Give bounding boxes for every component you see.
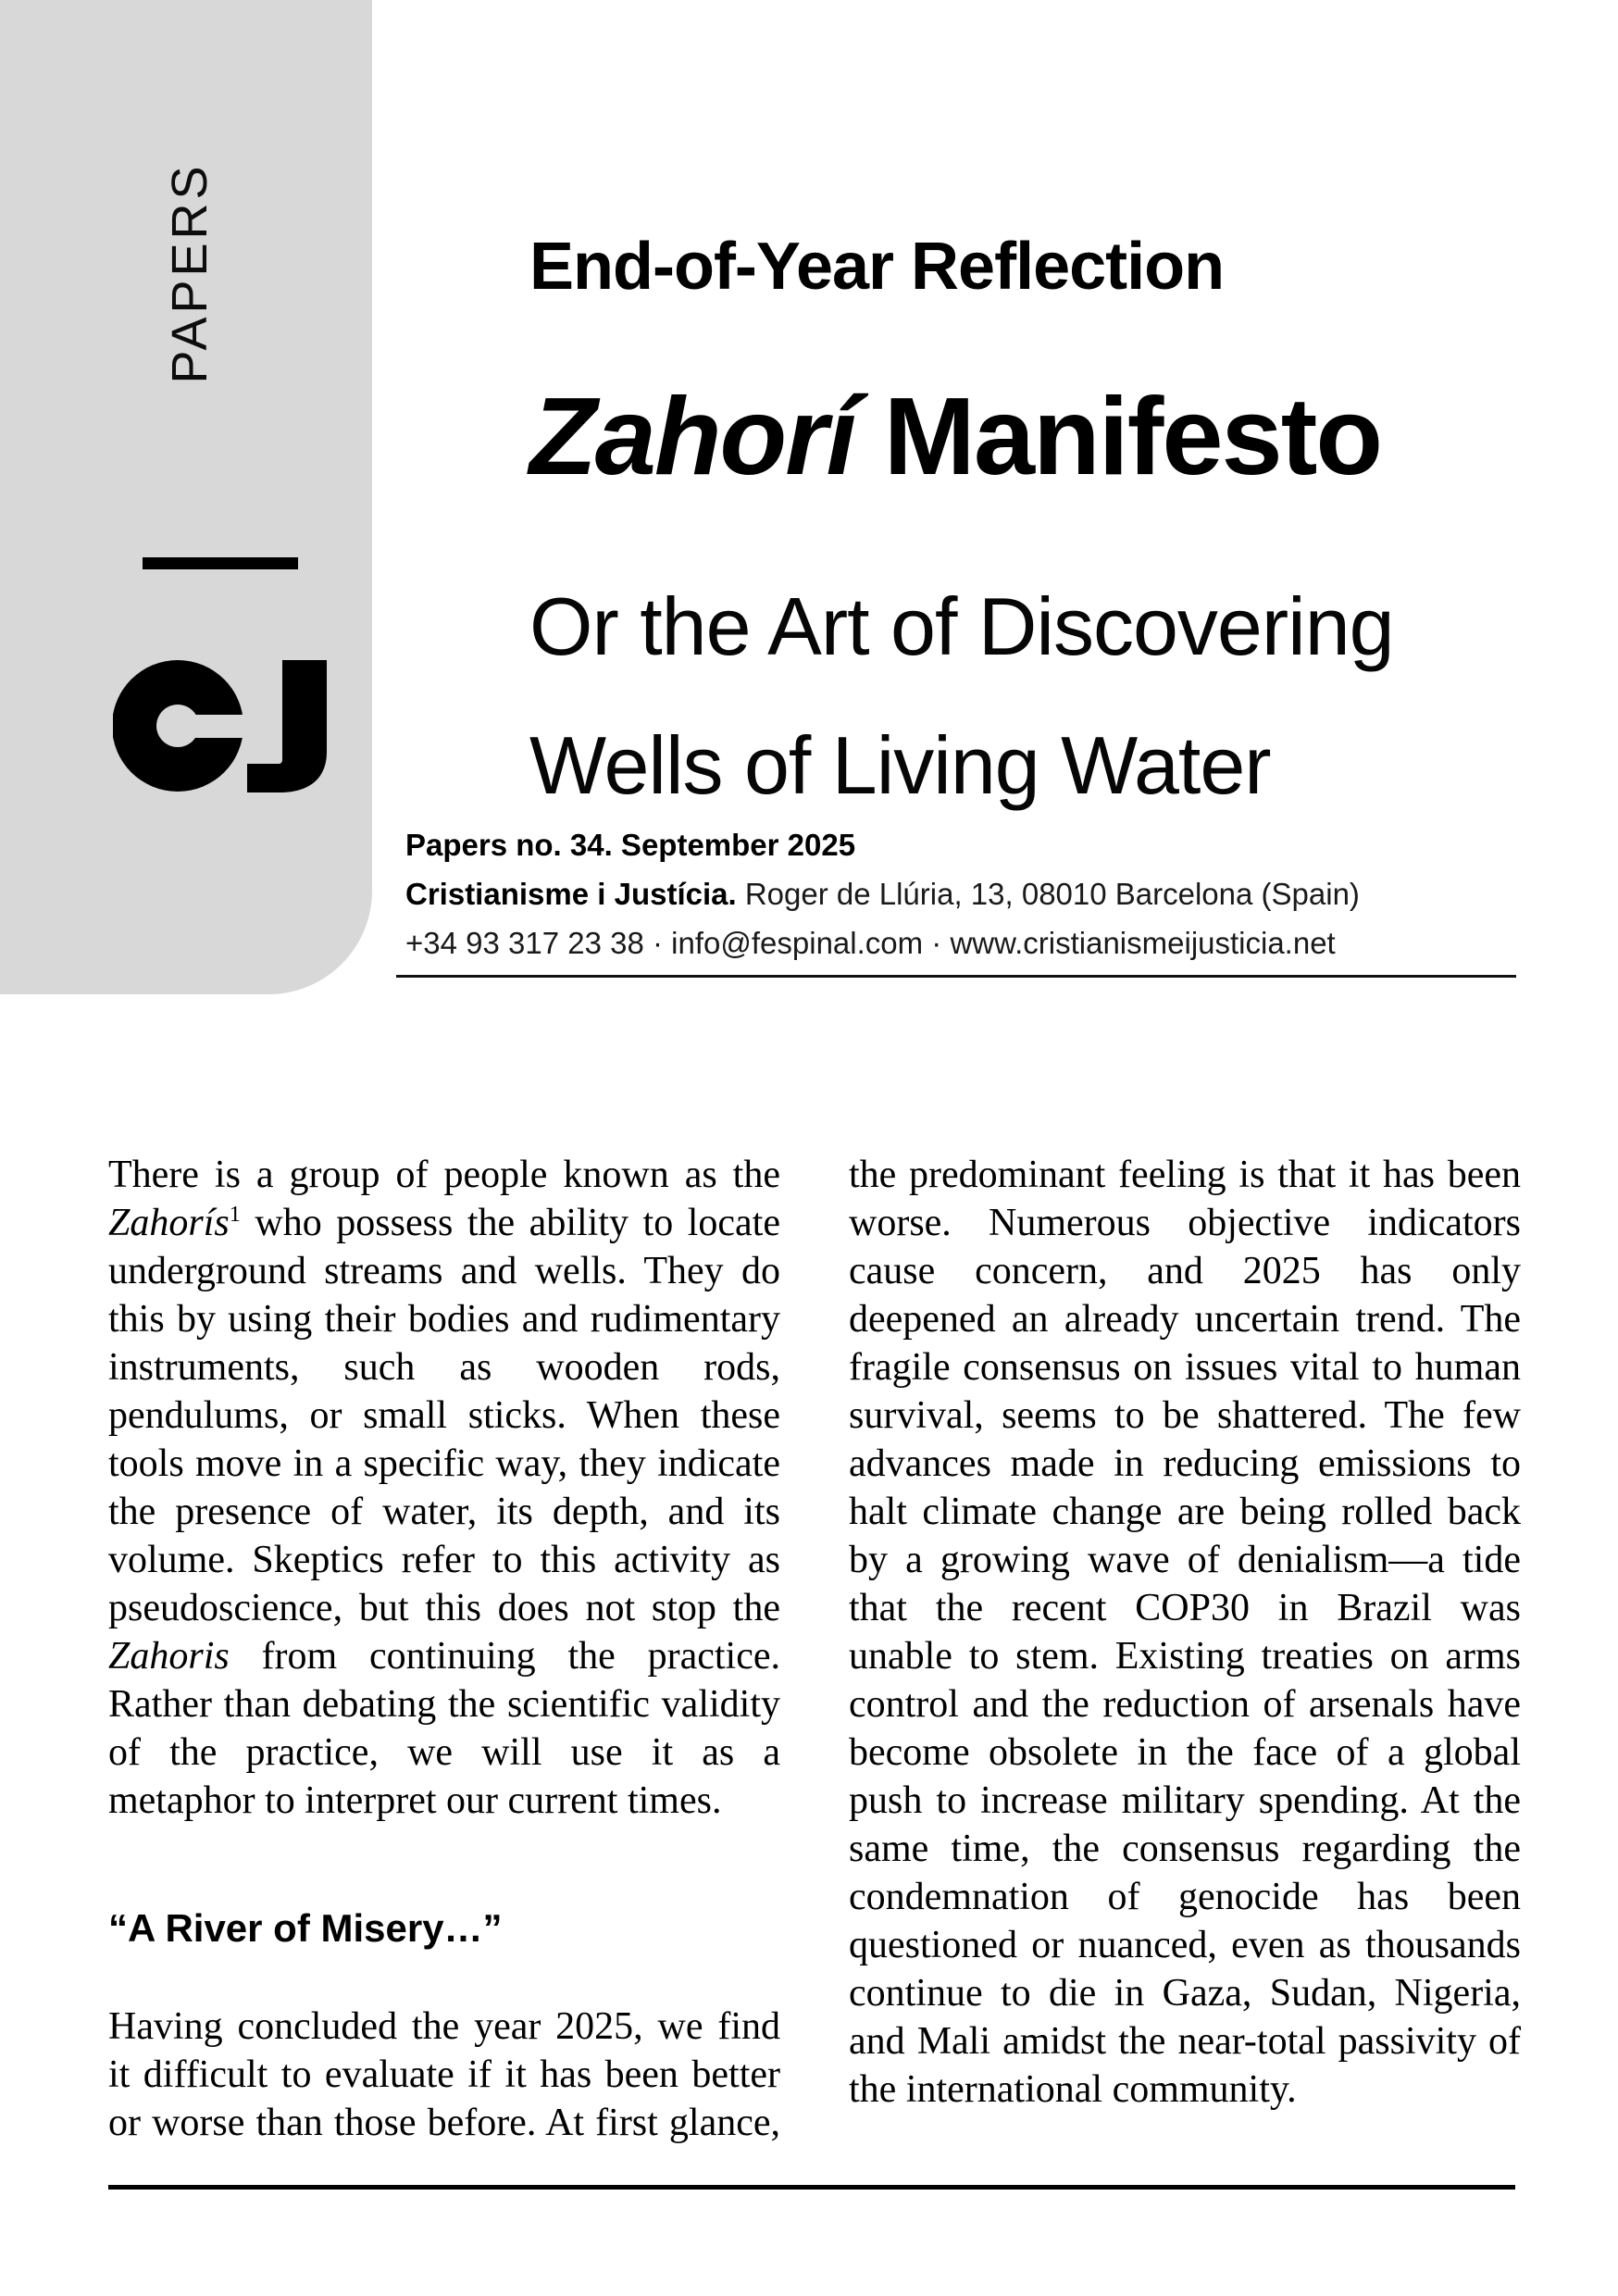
metadata-address-line	[405, 869, 1360, 918]
sidebar-panel	[0, 0, 372, 994]
kicker-title: End-of-Year Reflection	[529, 230, 1225, 304]
cj-logo	[113, 660, 328, 792]
papers-vertical-label: PAPERS	[162, 162, 218, 384]
subtitle-line-1: Or the Art of Discovering	[529, 580, 1394, 672]
logo-bar	[143, 557, 298, 569]
footer-divider-rule	[108, 2185, 1515, 2190]
metadata-contact-line: +34 93 317 23 38 · info@fespinal.com · www.cristianismeijusticia.net	[405, 926, 1336, 960]
header-divider-rule	[396, 975, 1516, 978]
publication-metadata	[405, 820, 1360, 967]
organization-name: Cristianisme i Justícia.	[405, 877, 737, 911]
body-paragraph-2: Having concluded the year 2025, we find it difficult to evaluate if it has been better or worse than those before. At first glance, the predominant feeling is that it has been worse. Numerous objective indicators cause concern, and 2025 has only deepened an already uncertain trend. The fragile consensus on issues vital to human survival, seems to be shattered. The few advances made in reducing emissions to halt climate change are being rolled back by a growing wave of denialism—a tide that the recent COP30 in Brazil was unable to stem. Existing treaties on arms control and the reduction of arsenals have become obsolete in the face of a global push to increase military spending. At the same time, the consensus regarding the condemnation of genocide has been questioned or nuanced, even as thousands continue to die in Gaza, Sudan, Nigeria, and Mali amidst the near-total passivity of the international community.	[108, 1154, 1521, 2144]
page-title-rest: Manifesto	[854, 375, 1382, 498]
organization-address: Roger de Llúria, 13, 08010 Barcelona (Spain)	[736, 877, 1360, 911]
body-paragraph-1: There is a group of people known as the Zahorís$^1$ who possess the ability to locate underground streams and wells. They do this by using their bodies and rudimentary instruments, such as wooden rods, pendulums, or small sticks. When these tools move in a specific way, they indicate the presence of water, its depth, and its volume. Skeptics refer to this activity as pseudoscience, but this does not stop the Zahoris from continuing the practice. Rather than debating the scientific validity of the practice, we will use it as a metaphor to interpret our current times.	[108, 1154, 780, 1822]
body-two-columns	[108, 1151, 1521, 2185]
page-title	[529, 373, 1381, 500]
page-title-italic: Zahorí	[529, 375, 855, 498]
metadata-issue-line	[405, 820, 1360, 869]
issue-number: Papers no. 34. September 2025	[405, 828, 856, 862]
subtitle-line-2: Wells of Living Water	[529, 719, 1271, 811]
section-heading: “A River of Misery…”	[108, 1906, 503, 1950]
